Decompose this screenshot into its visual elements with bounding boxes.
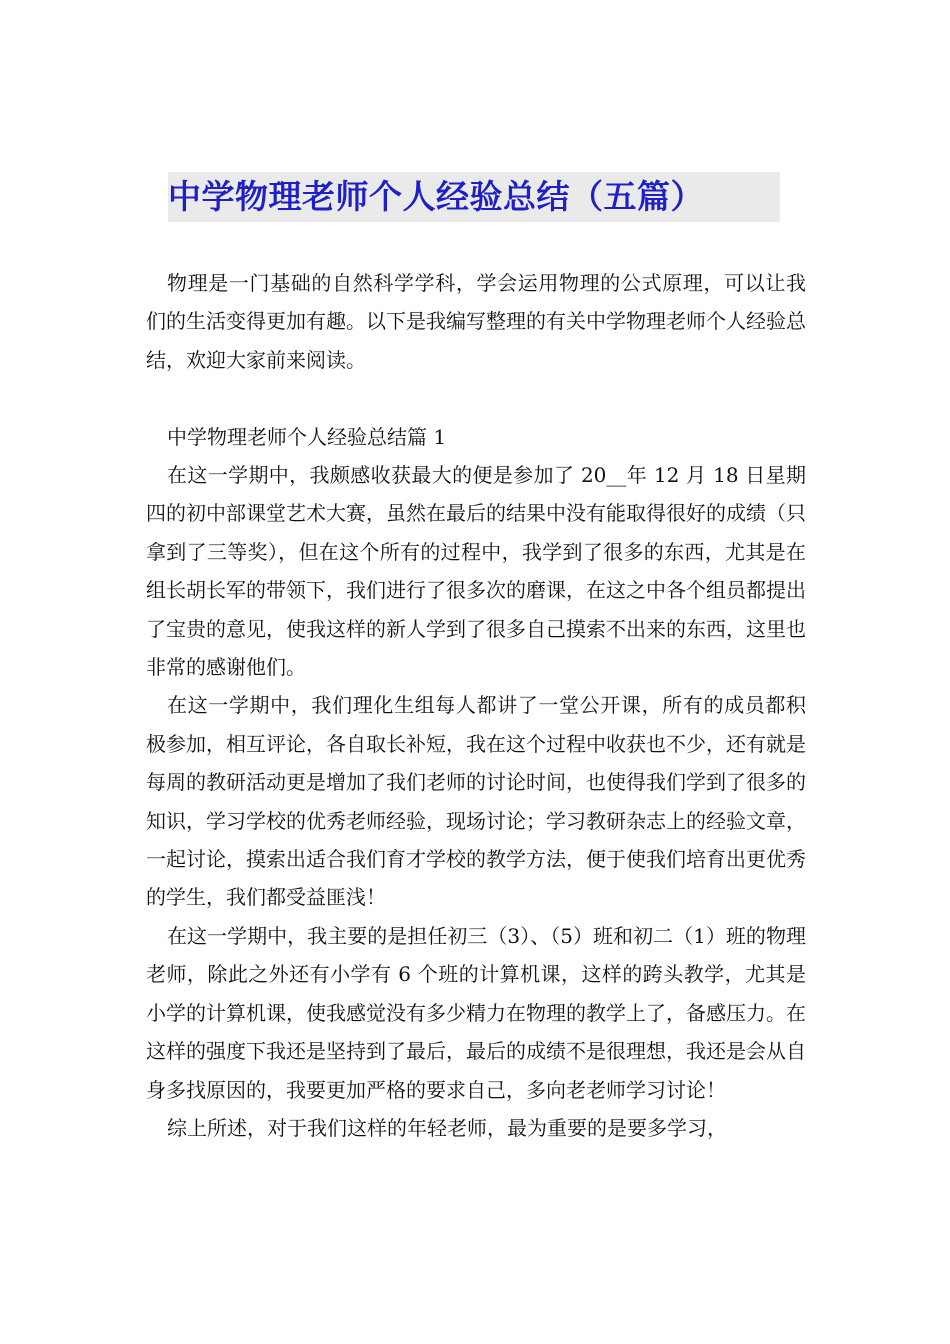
body-paragraph-4: 综上所述，对于我们这样的年轻老师，最为重要的是要多学习，: [167, 1115, 727, 1140]
body-paragraph-3: 在这一学期中，我主要的是担任初三（3）、（5）班和初二（1）班的物理老师，除此之外还有小学有 6 个班的计算机课，这样的跨头教学，尤其是小学的计算机课，使我感觉没有多少精力在物理的教学上了，备感压力。在这样的强度下我还是坚持到了最后，最后的成绩不是很理想，我还是会从自身多找原因的，我要更加严格的要求自己，多向老老师学习讨论！: [146, 923, 806, 1102]
body-paragraph-2: 在这一学期中，我们理化生组每人都讲了一堂公开课，所有的成员都积极参加，相互评论，各自取长补短，我在这个过程中收获也不少，还有就是每周的教研活动更是增加了我们老师的讨论时间，也使得我们学到了很多的知识，学习学校的优秀老师经验，现场讨论；学习教研杂志上的经验文章，一起讨论，摸索出适合我们育才学校的教学方法，便于使我们培育出更优秀的学生，我们都受益匪浅！: [146, 693, 806, 910]
body-paragraph-1: 在这一学期中，我颇感收获最大的便是参加了 20__年 12 月 18 日星期四的初中部课堂艺术大赛，虽然在最后的结果中没有能取得很好的成绩（只拿到了三等奖），但在这个所有的过程中，我学到了很多的东西，尤其是在组长胡长军的带领下，我们进行了很多次的磨课，在这之中各个组员都提出了宝贵的意见，使我这样的新人学到了很多自己摸索不出来的东西，这里也非常的感谢他们。: [146, 463, 806, 680]
section-heading: 中学物理老师个人经验总结篇 1: [167, 424, 447, 449]
document-body: [146, 264, 806, 1147]
title-highlight: [168, 172, 780, 222]
document-title: 中学物理老师个人经验总结（五篇）: [168, 177, 704, 216]
intro-paragraph: 物理是一门基础的自然科学学科，学会运用物理的公式原理，可以让我们的生活变得更加有趣。以下是我编写整理的有关中学物理老师个人经验总结，欢迎大家前来阅读。: [146, 271, 806, 372]
